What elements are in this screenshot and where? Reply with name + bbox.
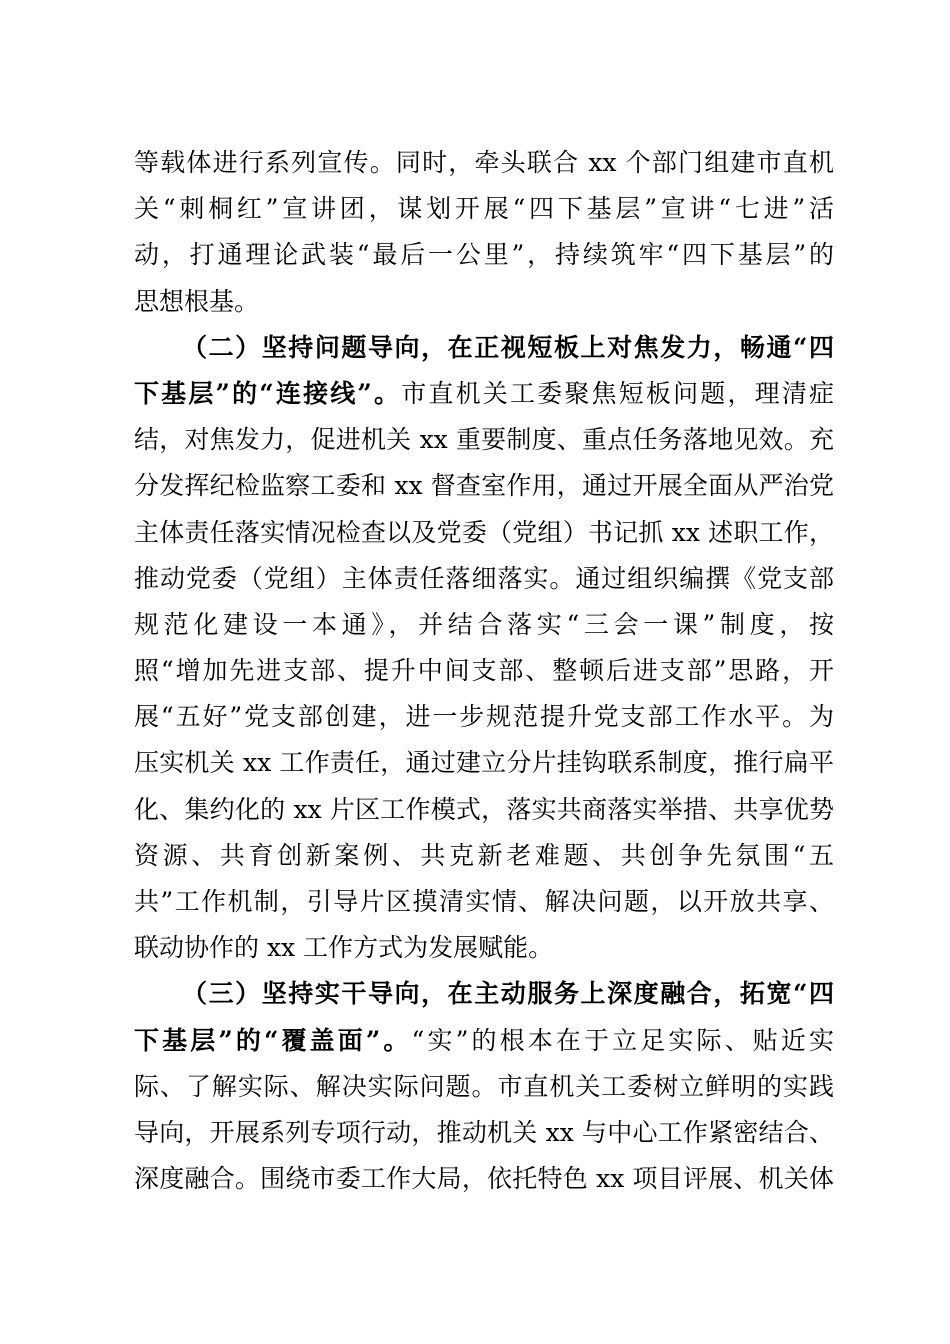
text-line: 压实机关 xx 工作责任，通过建立分片挂钩联系制度，推行扁平 [134,748,834,778]
text-line: 规范化建设一本通》，并结合落实“三会一课”制度，按 [134,609,834,639]
text-line: 展“五好”党支部创建，进一步规范提升党支部工作水平。为 [134,702,834,732]
text-line: 推动党委（党组）主体责任落细落实。通过组织编撰《党支部 [134,563,834,593]
text-line: 关“刺桐红”宣讲团，谋划开展“四下基层”宣讲“七进”活 [134,194,834,224]
text-line [134,371,834,417]
heading-continuation: 下基层”的“连接线”。 [134,378,402,408]
heading-continuation: 下基层”的“覆盖面”。 [134,1025,412,1055]
text-line [134,1018,834,1064]
text-span: 市直机关工委聚焦短板问题，理清症 [401,378,834,408]
section-heading-2: （二）坚持问题导向，在正视短板上对焦发力，畅通“四 [182,332,834,362]
text-line: 等载体进行系列宣传。同时，牵头联合 xx 个部门组建市直机 [134,148,834,177]
body-text [134,140,834,1202]
text-line: 际、了解实际、解决实际问题。市直机关工委树立鲜明的实践 [134,1071,834,1101]
text-line: 动，打通理论武装“最后一公里”，持续筑牢“四下基层”的 [134,240,834,270]
text-span: “实”的根本在于立足实际、贴近实 [411,1025,834,1055]
text-line: 联动协作的 xx 工作方式为发展赋能。 [134,933,554,963]
text-line: 主体责任落实情况检查以及党委（党组）书记抓 xx 述职工作， [134,517,834,547]
text-line: 共”工作机制，引导片区摸清实情、解决问题，以开放共享、 [134,887,834,916]
text-line: 导向，开展系列专项行动，推动机关 xx 与中心工作紧密结合、 [134,1117,834,1147]
text-line: 化、集约化的 xx 片区工作模式，落实共商落实举措、共享优势 [134,794,834,824]
text-line: 资源、共育创新案例、共克新老难题、共创争先氛围“五 [134,840,834,870]
text-line: 照“增加先进支部、提升中间支部、整顿后进支部”思路，开 [134,656,834,686]
section-heading-3: （三）坚持实干导向，在主动服务上深度融合，拓宽“四 [182,979,834,1009]
text-line: 思想根基。 [134,286,260,316]
text-line: 结，对焦发力，促进机关 xx 重要制度、重点任务落地见效。充 [134,425,834,455]
text-line: 深度融合。围绕市委工作大局，依托特色 xx 项目评展、机关体 [134,1164,834,1194]
text-line: 分发挥纪检监察工委和 xx 督查室作用，通过开展全面从严治党 [134,471,834,501]
